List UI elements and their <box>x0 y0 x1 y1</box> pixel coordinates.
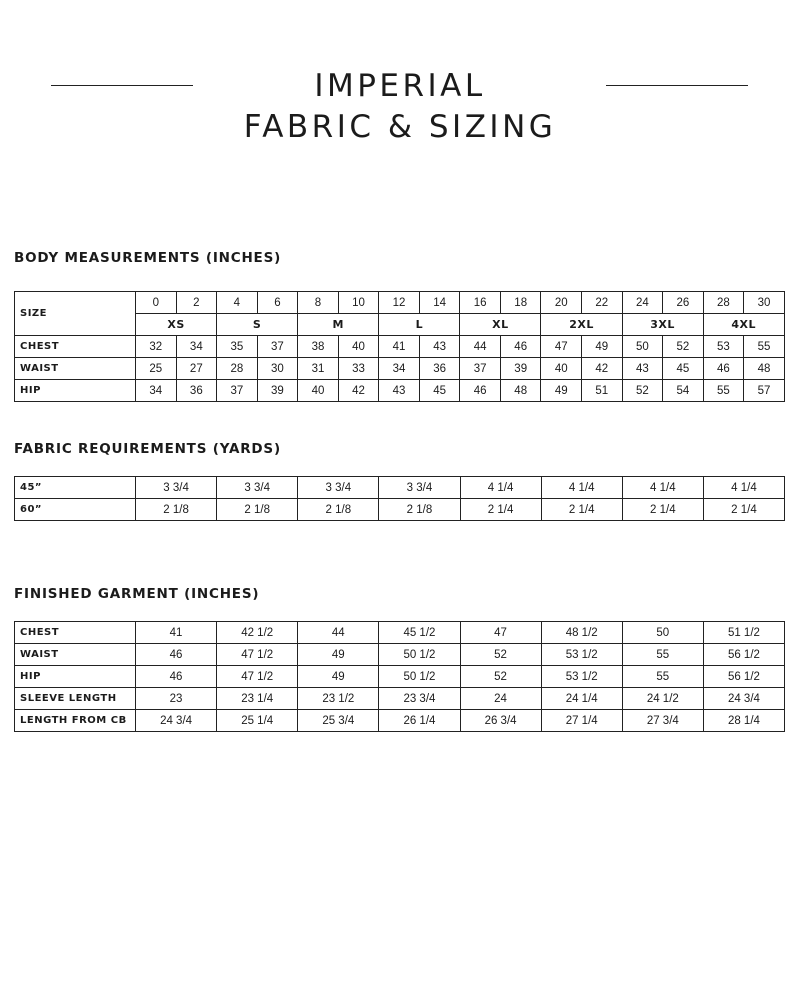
numeric-size-cell: 24 <box>622 292 663 314</box>
value-cell: 3 3/4 <box>379 477 460 499</box>
value-cell: 2 1/4 <box>622 499 703 521</box>
value-cell: 36 <box>419 358 460 380</box>
value-cell: 40 <box>298 380 339 402</box>
value-cell: 41 <box>379 336 420 358</box>
numeric-size-cell: 16 <box>460 292 501 314</box>
value-cell: 43 <box>419 336 460 358</box>
value-cell: 37 <box>257 336 298 358</box>
value-cell: 52 <box>622 380 663 402</box>
value-cell: 43 <box>379 380 420 402</box>
value-cell: 51 <box>582 380 623 402</box>
numeric-size-cell: 28 <box>703 292 744 314</box>
value-cell: 34 <box>136 380 177 402</box>
numeric-size-cell: 14 <box>419 292 460 314</box>
value-cell: 55 <box>703 380 744 402</box>
numeric-size-cell: 26 <box>663 292 704 314</box>
value-cell: 2 1/8 <box>136 499 217 521</box>
value-cell: 50 <box>622 336 663 358</box>
numeric-size-cell: 18 <box>500 292 541 314</box>
value-cell: 51 1/2 <box>703 622 784 644</box>
value-cell: 42 <box>338 380 379 402</box>
finished-garment-heading: FINISHED GARMENT (INCHES) <box>14 586 260 602</box>
value-cell: 41 <box>136 622 217 644</box>
value-cell: 28 1/4 <box>703 710 784 732</box>
value-cell: 34 <box>176 336 217 358</box>
value-cell: 56 1/2 <box>703 666 784 688</box>
value-cell: 25 <box>136 358 177 380</box>
page-title-line2: FABRIC & SIZING <box>243 109 557 145</box>
table-row <box>15 336 785 358</box>
numeric-size-cell: 8 <box>298 292 339 314</box>
value-cell: 40 <box>338 336 379 358</box>
page-title-line1: IMPERIAL <box>314 68 486 104</box>
value-cell: 23 <box>136 688 217 710</box>
value-cell: 3 3/4 <box>298 477 379 499</box>
value-cell: 55 <box>622 666 703 688</box>
value-cell: 24 1/4 <box>541 688 622 710</box>
row-label: LENGTH FROM CB <box>15 710 136 732</box>
value-cell: 52 <box>460 644 541 666</box>
value-cell: 38 <box>298 336 339 358</box>
table-row <box>15 380 785 402</box>
value-cell: 49 <box>541 380 582 402</box>
letter-size-cell: XS <box>136 314 217 336</box>
value-cell: 24 3/4 <box>703 688 784 710</box>
value-cell: 26 3/4 <box>460 710 541 732</box>
value-cell: 39 <box>257 380 298 402</box>
value-cell: 49 <box>298 644 379 666</box>
row-label: SLEEVE LENGTH <box>15 688 136 710</box>
value-cell: 52 <box>663 336 704 358</box>
value-cell: 24 <box>460 688 541 710</box>
letter-size-cell: L <box>379 314 460 336</box>
value-cell: 23 3/4 <box>379 688 460 710</box>
value-cell: 45 <box>663 358 704 380</box>
numeric-size-cell: 22 <box>582 292 623 314</box>
value-cell: 37 <box>217 380 258 402</box>
value-cell: 50 1/2 <box>379 666 460 688</box>
value-cell: 4 1/4 <box>460 477 541 499</box>
table-row <box>15 688 785 710</box>
value-cell: 46 <box>460 380 501 402</box>
size-number-row <box>15 292 785 314</box>
row-label: CHEST <box>15 336 136 358</box>
table-row <box>15 499 785 521</box>
numeric-size-cell: 20 <box>541 292 582 314</box>
row-label: 60” <box>15 499 136 521</box>
value-cell: 35 <box>217 336 258 358</box>
value-cell: 24 1/2 <box>622 688 703 710</box>
row-label: WAIST <box>15 644 136 666</box>
value-cell: 47 1/2 <box>217 666 298 688</box>
value-cell: 46 <box>136 644 217 666</box>
value-cell: 48 <box>500 380 541 402</box>
letter-size-cell: 3XL <box>622 314 703 336</box>
value-cell: 27 3/4 <box>622 710 703 732</box>
value-cell: 47 <box>460 622 541 644</box>
letter-size-cell: XL <box>460 314 541 336</box>
table-row <box>15 622 785 644</box>
numeric-size-cell: 10 <box>338 292 379 314</box>
value-cell: 53 1/2 <box>541 666 622 688</box>
value-cell: 57 <box>744 380 785 402</box>
value-cell: 34 <box>379 358 420 380</box>
value-cell: 33 <box>338 358 379 380</box>
value-cell: 30 <box>257 358 298 380</box>
letter-size-cell: 2XL <box>541 314 622 336</box>
value-cell: 42 <box>582 358 623 380</box>
table-row <box>15 644 785 666</box>
value-cell: 42 1/2 <box>217 622 298 644</box>
page-title <box>0 66 800 148</box>
value-cell: 47 1/2 <box>217 644 298 666</box>
value-cell: 44 <box>298 622 379 644</box>
value-cell: 47 <box>541 336 582 358</box>
value-cell: 45 <box>419 380 460 402</box>
value-cell: 40 <box>541 358 582 380</box>
table-row <box>15 477 785 499</box>
value-cell: 27 <box>176 358 217 380</box>
value-cell: 52 <box>460 666 541 688</box>
value-cell: 55 <box>744 336 785 358</box>
fabric-requirements-table <box>14 476 785 521</box>
value-cell: 45 1/2 <box>379 622 460 644</box>
body-measurements-heading: BODY MEASUREMENTS (INCHES) <box>14 250 282 266</box>
value-cell: 23 1/2 <box>298 688 379 710</box>
value-cell: 43 <box>622 358 663 380</box>
numeric-size-cell: 6 <box>257 292 298 314</box>
value-cell: 55 <box>622 644 703 666</box>
size-label: SIZE <box>15 292 136 336</box>
value-cell: 25 1/4 <box>217 710 298 732</box>
row-label: 45” <box>15 477 136 499</box>
letter-size-cell: 4XL <box>703 314 784 336</box>
value-cell: 50 <box>622 622 703 644</box>
value-cell: 31 <box>298 358 339 380</box>
value-cell: 50 1/2 <box>379 644 460 666</box>
letter-size-cell: S <box>217 314 298 336</box>
value-cell: 2 1/8 <box>379 499 460 521</box>
finished-garment-table <box>14 621 785 732</box>
value-cell: 37 <box>460 358 501 380</box>
value-cell: 25 3/4 <box>298 710 379 732</box>
value-cell: 44 <box>460 336 501 358</box>
value-cell: 46 <box>500 336 541 358</box>
value-cell: 48 1/2 <box>541 622 622 644</box>
numeric-size-cell: 0 <box>136 292 177 314</box>
value-cell: 24 3/4 <box>136 710 217 732</box>
fabric-requirements-heading: FABRIC REQUIREMENTS (YARDS) <box>14 441 281 457</box>
value-cell: 23 1/4 <box>217 688 298 710</box>
table-row <box>15 666 785 688</box>
value-cell: 49 <box>582 336 623 358</box>
value-cell: 56 1/2 <box>703 644 784 666</box>
numeric-size-cell: 30 <box>744 292 785 314</box>
value-cell: 2 1/8 <box>217 499 298 521</box>
row-label: HIP <box>15 380 136 402</box>
value-cell: 27 1/4 <box>541 710 622 732</box>
value-cell: 3 3/4 <box>217 477 298 499</box>
row-label: WAIST <box>15 358 136 380</box>
value-cell: 2 1/4 <box>541 499 622 521</box>
value-cell: 2 1/8 <box>298 499 379 521</box>
value-cell: 46 <box>703 358 744 380</box>
value-cell: 2 1/4 <box>703 499 784 521</box>
value-cell: 54 <box>663 380 704 402</box>
value-cell: 49 <box>298 666 379 688</box>
letter-size-cell: M <box>298 314 379 336</box>
value-cell: 46 <box>136 666 217 688</box>
row-label: HIP <box>15 666 136 688</box>
value-cell: 36 <box>176 380 217 402</box>
table-row <box>15 358 785 380</box>
value-cell: 39 <box>500 358 541 380</box>
value-cell: 4 1/4 <box>703 477 784 499</box>
value-cell: 4 1/4 <box>541 477 622 499</box>
table-row <box>15 710 785 732</box>
value-cell: 2 1/4 <box>460 499 541 521</box>
numeric-size-cell: 4 <box>217 292 258 314</box>
value-cell: 48 <box>744 358 785 380</box>
value-cell: 3 3/4 <box>136 477 217 499</box>
value-cell: 26 1/4 <box>379 710 460 732</box>
value-cell: 53 1/2 <box>541 644 622 666</box>
numeric-size-cell: 12 <box>379 292 420 314</box>
value-cell: 4 1/4 <box>622 477 703 499</box>
value-cell: 53 <box>703 336 744 358</box>
numeric-size-cell: 2 <box>176 292 217 314</box>
value-cell: 32 <box>136 336 177 358</box>
body-measurements-table <box>14 291 785 402</box>
row-label: CHEST <box>15 622 136 644</box>
value-cell: 28 <box>217 358 258 380</box>
